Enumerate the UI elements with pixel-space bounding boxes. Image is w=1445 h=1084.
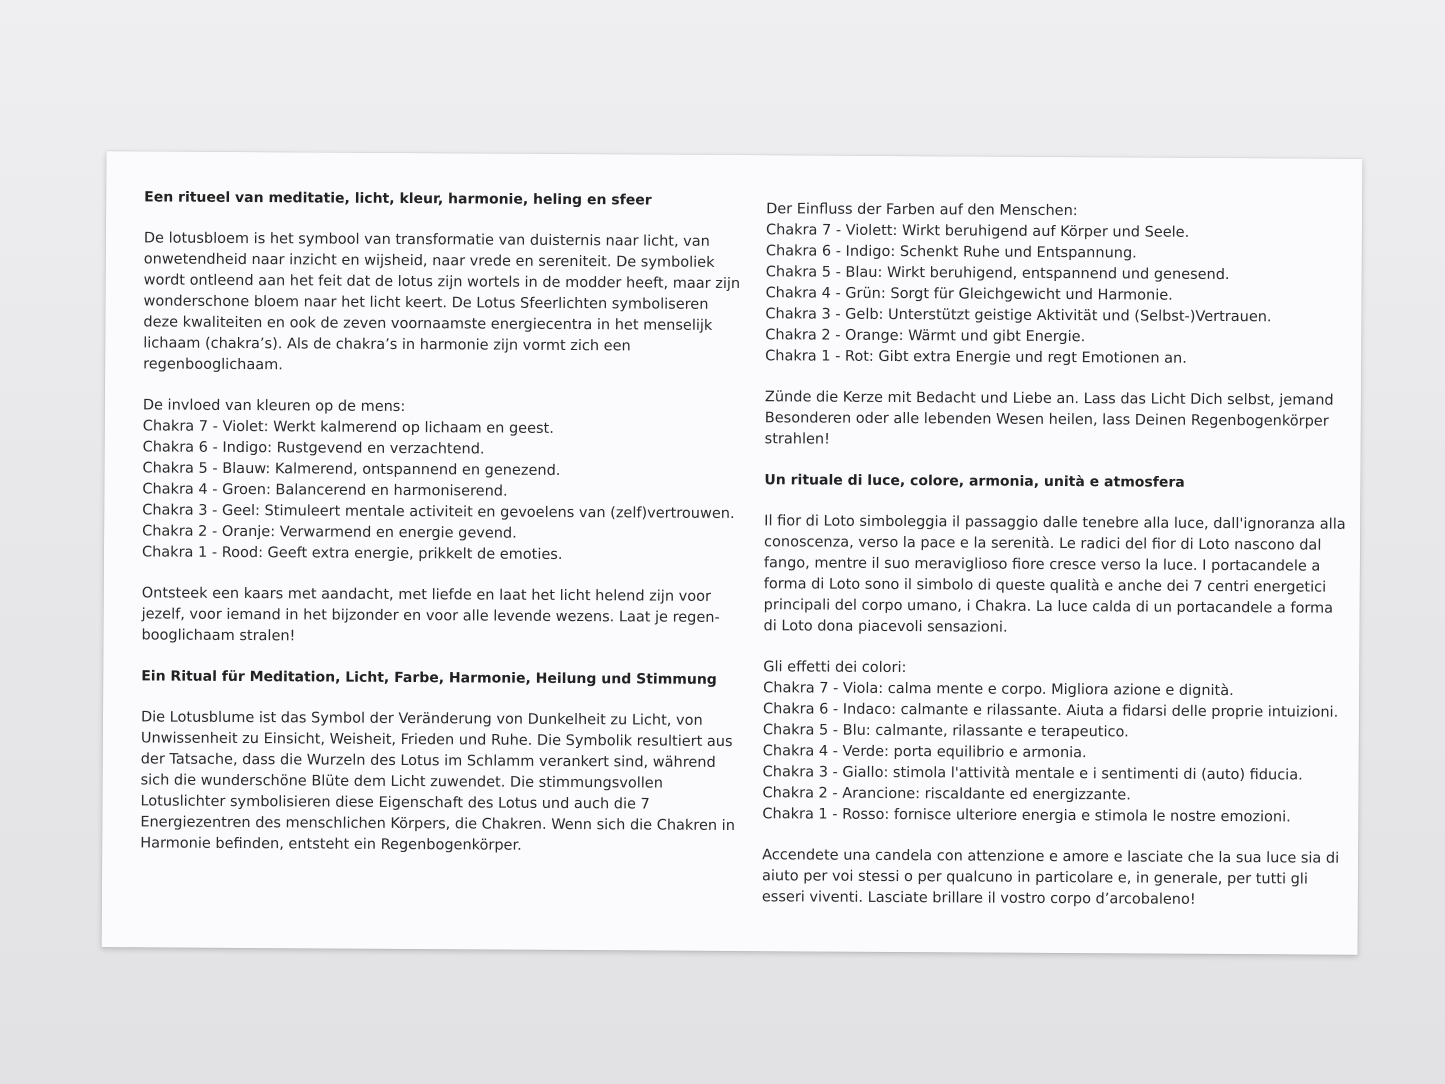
italian-closing-paragraph: Accendete una candela con attenzione e amore e lasciate che la sua luce sia di aiuto per voi stessi o per qualcuno in particolare e, in generale, per tutti gli esseri viventi. Lasciate brillare il vostro corpo d’arcobaleno! — [761, 847, 1340, 908]
list-item: Chakra 5 - Blauw: Kalmerend, ontspannend en genezend. — [142, 460, 561, 479]
list-item: Chakra 6 - Indaco: calmante e rilassante. Aiuta a fidarsi delle proprie intuizioni. — [762, 701, 1339, 721]
italian-list-intro: Gli effetti dei colori: — [763, 659, 907, 677]
dutch-intro-paragraph: De lotusbloem is het symbool van transformatie van duisternis naar licht, van onwetendheid naar inzicht en wijsheid, naar vrede en sereniteit. De symboliek wordt ontleend aan het feit dat de lotus zijn wortels in de modder heeft, maar zijn wonderschone bloem naar het licht keert. De Lotus Sfeerlichten symboliseren deze kwaliteiten en ook de zeven voornaamste energiecentra in het menselijk lichaam (chakra’s). Als de chakra’s in harmonie zijn vormt zich een regenbooglichaam. — [143, 230, 741, 374]
list-item: Chakra 1 - Rood: Geeft extra energie, prikkelt de emoties. — [141, 544, 563, 563]
dutch-chakra-list — [142, 416, 743, 567]
list-item: Chakra 2 - Arancione: riscaldante ed energizzante. — [762, 785, 1131, 804]
german-heading: Ein Ritual für Meditation, Licht, Farbe, Harmonie, Heilung und Stimmung — [141, 668, 717, 688]
italian-intro-paragraph: Il fior di Loto simboleggia il passaggio dalle tenebre alla luce, dall'ignoranza alla conoscenza, verso la pace e la serenità. Le radici del fior di Loto nascono dal fango, mentre il suo meraviglioso fiore cresce verso la luce. I portacandele a forma di Loto sono il simbolo di queste qualità e anche dei 7 centri energetici principali del corpo umano, i Chakra. La luce calda di un portacandele a forma di Loto dona piacevoli sensazioni. — [763, 513, 1346, 636]
italian-heading: Un rituale di luce, colore, armonia, unità e atmosfera — [764, 472, 1185, 491]
list-item: Chakra 5 - Blu: calmante, rilassante e terapeutico. — [762, 722, 1129, 741]
german-chakra-list — [765, 220, 1351, 371]
list-item: Chakra 6 - Indigo: Schenkt Ruhe und Entspannung. — [765, 243, 1137, 262]
dutch-heading: Een ritueel van meditatie, licht, kleur, harmonie, heling en sfeer — [144, 189, 652, 209]
german-closing-paragraph: Zünde die Kerze mit Bedacht und Liebe an. Lass das Licht Dich selbst, jemand Besonderen oder alle lebenden Wesen heilen, lass Deinen Regenbogenkörper strahlen! — [764, 389, 1334, 448]
list-item: Chakra 7 - Viola: calma mente e corpo. Migliora azione e dignità. — [763, 680, 1234, 700]
list-item: Chakra 7 - Violet: Werkt kalmerend op lichaam en geest. — [142, 418, 554, 437]
list-item: Chakra 4 - Grün: Sorgt für Gleichgewicht und Harmonie. — [765, 285, 1173, 304]
left-column — [140, 151, 744, 878]
list-item: Chakra 1 - Rosso: fornisce ulteriore energia e stimola le nostre emozioni. — [762, 806, 1291, 826]
list-item: Chakra 1 - Rot: Gibt extra Energie und regt Emotionen an. — [765, 348, 1187, 367]
list-item: Chakra 4 - Verde: porta equilibrio e armonia. — [762, 743, 1087, 762]
dutch-list-intro: De invloed van kleuren op de mens: — [142, 397, 406, 416]
list-item: Chakra 2 - Orange: Wärmt und gibt Energie. — [765, 327, 1086, 346]
list-item: Chakra 6 - Indigo: Rustgevend en verzachtend. — [142, 439, 485, 458]
right-column — [762, 155, 1352, 932]
list-item: Chakra 2 - Oranje: Verwarmend en energie gevend. — [142, 523, 517, 542]
list-item: Chakra 4 - Groen: Balancerend en harmoniserend. — [142, 481, 508, 500]
german-intro-paragraph: Die Lotusblume ist das Symbol der Veränderung von Dunkelheit zu Licht, von Unwissenheit zu Einsicht, Weisheit, Frieden und Ruhe. Die Symbolik resultiert aus der Tatsache, dass die Wurzeln des Lotus im Schlamm verankert sind, während sich die wunderschöne Blüte dem Licht zuwendet. Die stimmungsvollen Lotuslichter symbolisieren diese Eigenschaft des Lotus und auch die 7 Energiezentren des menschlichen Körpers, die Chakren. Wenn sich die Chakren in Harmonie befinden, entsteht ein Regenbogenkörper. — [140, 709, 735, 854]
leaflet-paper — [102, 151, 1363, 955]
list-item: Chakra 3 - Giallo: stimola l'attività mentale e i sentimenti di (auto) fiducia. — [762, 764, 1303, 784]
dutch-closing-paragraph: Ontsteek een kaars met aandacht, met liefde en laat het licht helend zijn voor jezelf, voor iemand in het bijzonder en voor alle levende wezens. Laat je regen-booglichaam stralen! — [141, 585, 720, 645]
list-item: Chakra 3 - Gelb: Unterstützt geistige Aktivität und (Selbst-)Vertrauen. — [765, 306, 1272, 326]
german-list-intro: Der Einfluss der Farben auf den Menschen: — [766, 201, 1078, 220]
list-item: Chakra 5 - Blau: Wirkt beruhigend, entspannend und genesend. — [765, 264, 1230, 284]
italian-chakra-list — [762, 678, 1348, 829]
list-item: Chakra 7 - Violett: Wirkt beruhigend auf Körper und Seele. — [765, 222, 1190, 241]
list-item: Chakra 3 - Geel: Stimuleert mentale activiteit en gevoelens van (zelf)vertrouwen. — [142, 502, 735, 523]
